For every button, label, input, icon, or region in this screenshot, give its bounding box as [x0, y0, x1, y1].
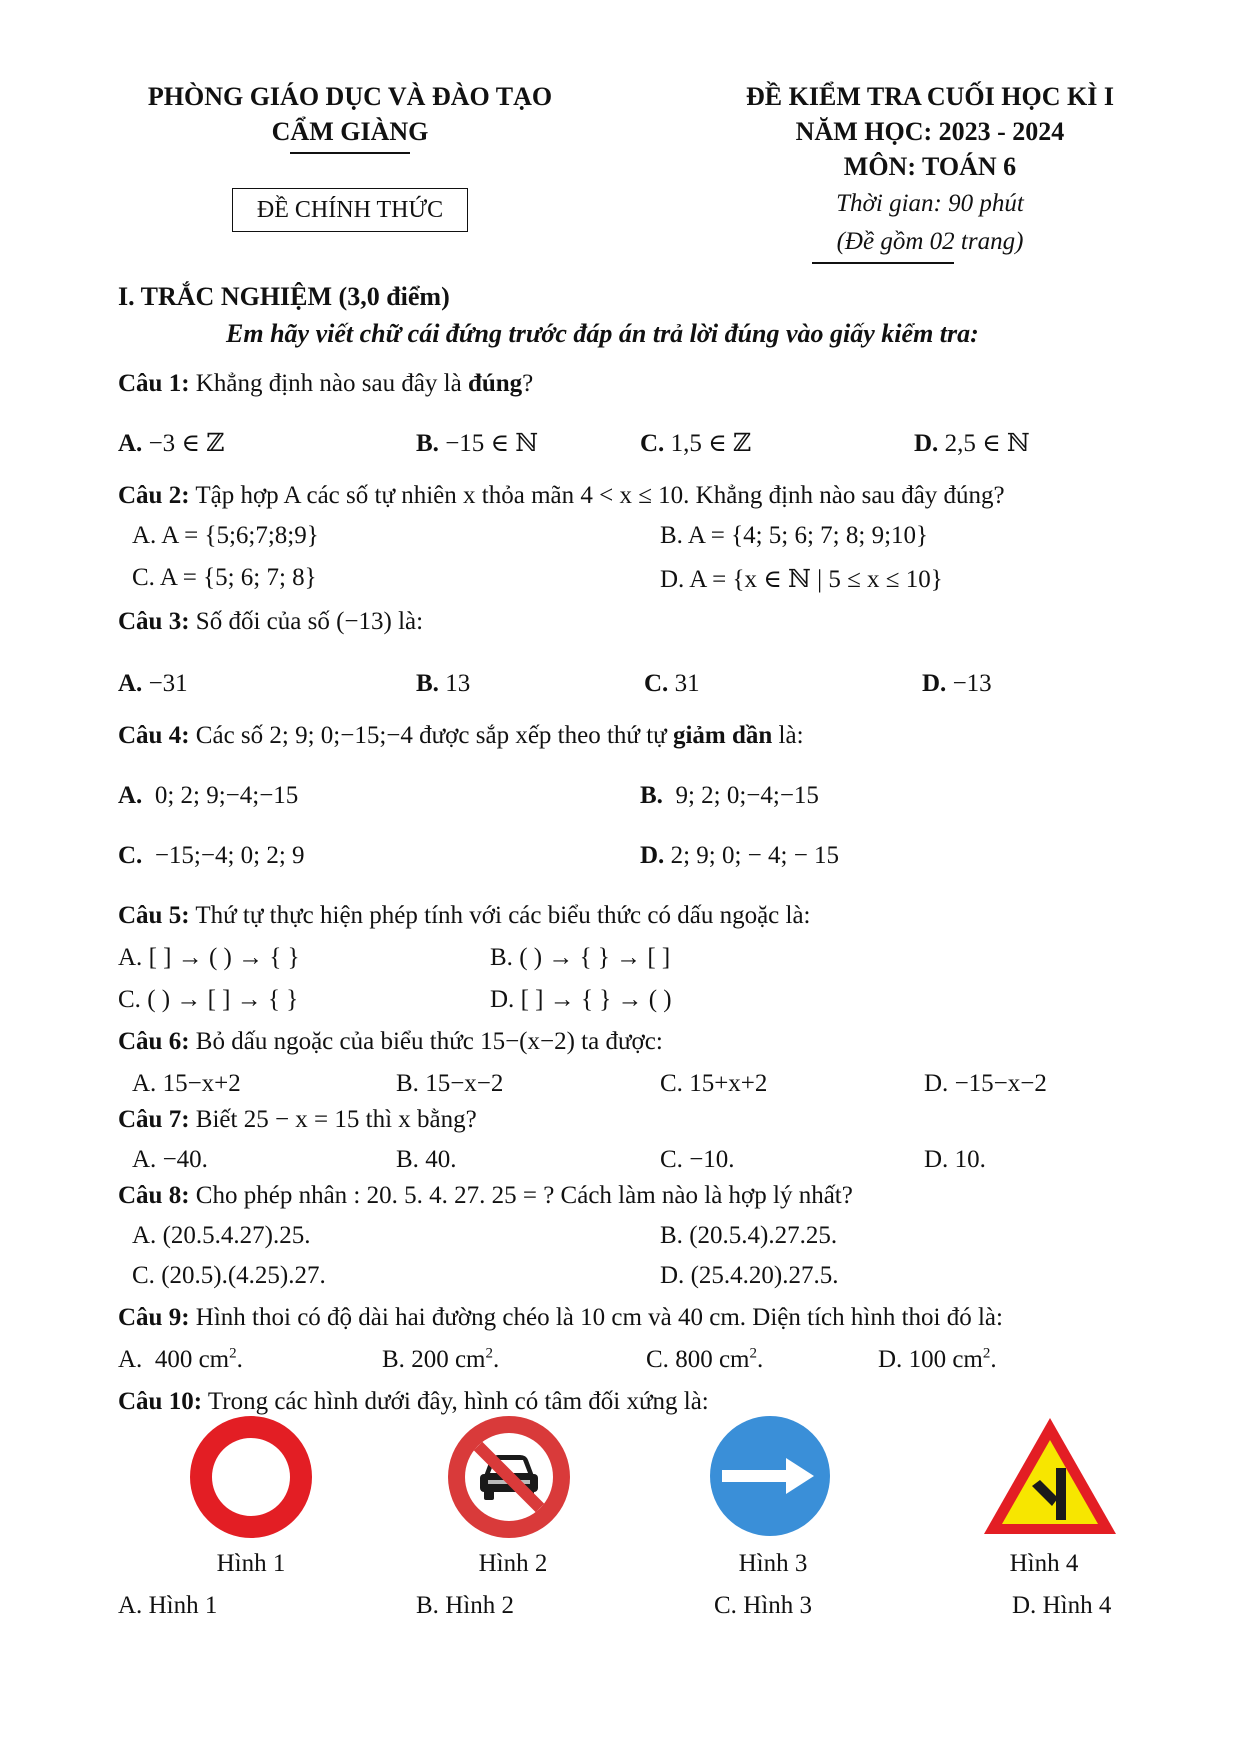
- district-name: CẨM GIÀNG: [271, 117, 429, 146]
- question-2: Câu 2: Tập hợp A các số tự nhiên x thỏa mãn 4 < x ≤ 10. Khẳng định nào sau đây đúng?: [118, 482, 1005, 509]
- blue-arrow-sign-icon: [708, 1414, 832, 1538]
- q3-option-b: B. 13: [416, 670, 471, 697]
- question-3: Câu 3: Số đối của số (−13) là:: [118, 608, 424, 635]
- exam-title: ĐỀ KIỂM TRA CUỐI HỌC KÌ I: [746, 82, 1114, 111]
- q3-option-c: C. 31: [644, 670, 700, 697]
- q8-option-c: C. (20.5).(4.25).27.: [132, 1262, 326, 1289]
- q7-option-d: D. 10.: [924, 1146, 986, 1173]
- q7-option-c: C. −10.: [660, 1146, 735, 1173]
- figure-caption-2: Hình 2: [478, 1550, 548, 1577]
- section-instruction: Em hãy viết chữ cái đứng trước đáp án trả lời đúng vào giấy kiểm tra:: [226, 319, 979, 348]
- question-emphasis: đúng: [467, 370, 523, 397]
- q1-option-c: C. 1,5 ∈ ℤ: [640, 430, 752, 457]
- q4-option-b: B. 9; 2; 0;−4;−15: [640, 782, 819, 809]
- q6-option-d: D. −15−x−2: [924, 1070, 1047, 1097]
- q6-option-c: C. 15+x+2: [660, 1070, 768, 1097]
- question-9: Câu 9: Hình thoi có độ dài hai đường chéo là 10 cm và 40 cm. Diện tích hình thoi đó là:: [118, 1304, 1003, 1331]
- q10-option-b: B. Hình 2: [416, 1592, 514, 1619]
- q9-option-d: D. 100 $cm^2$.: [878, 1345, 997, 1373]
- q9-option-c: C. 800 $cm^2$.: [646, 1345, 764, 1373]
- q2-option-b: B. A = {4; 5; 6; 7; 8; 9;10}: [660, 522, 929, 549]
- q5-option-b: B. ( ) → { } → [ ]: [490, 944, 671, 971]
- q2-option-a: A. A = {5;6;7;8;9}: [132, 522, 319, 549]
- q1-option-a: A. −3 ∈ ℤ: [118, 430, 225, 457]
- q8-option-a: A. (20.5.4.27).25.: [132, 1222, 311, 1249]
- question-5: Câu 5: Thứ tự thực hiện phép tính với các biểu thức có dấu ngoặc là:: [118, 902, 811, 929]
- question-text: Khẳng định nào sau đây là: [189, 370, 468, 397]
- q3-option-a: A. −31: [118, 670, 188, 697]
- q8-option-d: D. (25.4.20).27.5.: [660, 1262, 839, 1289]
- q6-option-b: B. 15−x−2: [396, 1070, 504, 1097]
- question-8: Câu 8: Cho phép nhân : 20. 5. 4. 27. 25 = ? Cách làm nào là hợp lý nhất?: [118, 1182, 853, 1209]
- question-7: Câu 7: Biết 25 − x = 15 thì x bằng?: [118, 1106, 477, 1133]
- subject: MÔN: TOÁN 6: [843, 152, 1017, 181]
- section-title: I. TRẮC NGHIỆM (3,0 điểm): [118, 282, 450, 311]
- school-year: NĂM HỌC: 2023 - 2024: [795, 117, 1065, 146]
- q4-option-d: D. 2; 9; 0; − 4; − 15: [640, 842, 840, 869]
- q8-option-b: B. (20.5.4).27.25.: [660, 1222, 838, 1249]
- page-count-underline: [812, 262, 954, 264]
- figure-caption-3: Hình 3: [738, 1550, 808, 1577]
- q4-option-c: C. −15;−4; 0; 2; 9: [118, 842, 305, 869]
- q5-option-c: C. ( ) → [ ] → { }: [118, 986, 299, 1013]
- question-text-end: ?: [522, 370, 534, 397]
- q10-option-c: C. Hình 3: [714, 1592, 812, 1619]
- q2-option-c: C. A = {5; 6; 7; 8}: [132, 564, 317, 591]
- q5-option-d: D. [ ] → { } → ( ): [490, 986, 672, 1013]
- q9-option-a: A. 400 $cm^2$.: [118, 1345, 243, 1373]
- question-label: Câu 1:: [118, 370, 190, 397]
- question-1: [118, 370, 533, 398]
- q3-option-d: D. −13: [922, 670, 992, 697]
- figure-caption-4: Hình 4: [1009, 1550, 1079, 1577]
- red-ring-sign-icon: [188, 1414, 314, 1540]
- question-4: Câu 4: Các số 2; 9; 0;−15;−4 được sắp xếp theo thứ tự giảm dần là:: [118, 722, 804, 749]
- q7-option-b: B. 40.: [396, 1146, 457, 1173]
- q4-option-a: A. 0; 2; 9;−4;−15: [118, 782, 299, 809]
- no-car-sign-icon: [446, 1414, 572, 1540]
- q1-option-d: D. 2,5 ∈ ℕ: [914, 430, 1030, 457]
- exam-time: Thời gian: 90 phút: [836, 190, 1024, 217]
- district-underline: [290, 152, 410, 154]
- official-exam-label: ĐỀ CHÍNH THỨC: [256, 196, 444, 223]
- q2-option-d: D. A = {x ∈ ℕ | 5 ≤ x ≤ 10}: [660, 566, 943, 593]
- question-6: Câu 6: Bỏ dấu ngoặc của biểu thức 15−(x−2) ta được:: [118, 1028, 663, 1055]
- figure-caption-1: Hình 1: [216, 1550, 286, 1577]
- official-exam-box: [232, 188, 468, 232]
- page-count: (Đề gồm 02 trang): [836, 228, 1024, 255]
- merge-warning-sign-icon: [980, 1414, 1120, 1538]
- question-10: Câu 10: Trong các hình dưới đây, hình có tâm đối xứng là:: [118, 1388, 709, 1415]
- department-name: PHÒNG GIÁO DỤC VÀ ĐÀO TẠO: [147, 82, 553, 111]
- q9-option-b: B. 200 $cm^2$.: [382, 1345, 500, 1373]
- q5-option-a: A. [ ] → ( ) → { }: [118, 944, 300, 971]
- q6-option-a: A. 15−x+2: [132, 1070, 241, 1097]
- q10-option-a: A. Hình 1: [118, 1592, 218, 1619]
- q1-option-b: B. −15 ∈ ℕ: [416, 430, 539, 457]
- q7-option-a: A. −40.: [132, 1146, 208, 1173]
- q10-option-d: D. Hình 4: [1012, 1592, 1112, 1619]
